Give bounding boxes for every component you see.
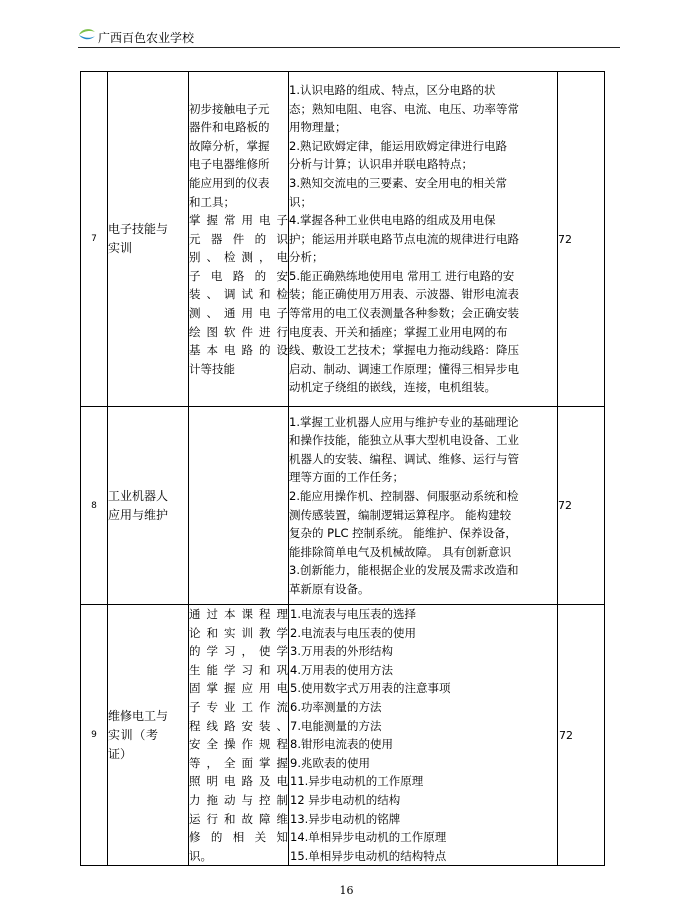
text-line: 复杂的 PLC 控制系统。 能维护、保养设备， [289,526,517,541]
text-line: 实训（考 [108,727,158,742]
course-objective [189,605,289,866]
text-line: 绘图软件进行 [189,324,288,339]
text-line: 固掌握应用电 [189,681,288,696]
text-line: 3.熟知交流电的三要素、安全用电的相关常 [289,175,507,190]
text-line: 分析； [289,250,324,265]
text-line: 分析与计算；认识串并联电路特点； [289,157,473,172]
text-line: 5.使用数字式万用表的注意事项 [290,681,451,696]
text-line: 元器件的识 [189,231,288,246]
text-line: 11.异步电动机的工作原理 [290,774,424,789]
text-line: 别、检测，电 [189,250,288,265]
course-name [108,72,189,407]
course-hours: 72 [558,605,605,866]
course-content [289,605,558,866]
text-line: 基本电路的设 [189,343,288,358]
text-line: 子专业工作流 [189,699,288,714]
text-line: 照明电路及电 [189,774,288,789]
course-objective [189,407,289,605]
table-row [81,72,605,407]
text-line: 程线路安装、 [189,718,288,733]
text-line: 3.万用表的外形结构 [290,644,393,659]
text-line: 4.万用表的使用方法 [290,662,393,677]
text-line: 测、通用电子 [189,306,288,321]
text-line: 修的相关知 [189,830,288,845]
text-line: 安全操作规程 [189,737,288,752]
text-line: 掌握常用电子 [189,213,288,228]
text-line: 计等技能 [189,361,235,376]
text-line: 器件和电路板的 [189,120,270,135]
text-line: 6.功率测量的方法 [290,699,382,714]
text-line: 论和实训教学 [189,625,288,640]
text-line: 电度表、开关和插座；掌握工业用电网的布 [289,324,508,339]
school-logo-icon [78,26,96,44]
text-line: 4.掌握各种工业供电电路的组成及用电保 [289,213,496,228]
text-line: 1.认识电路的组成、特点，区分电路的状 [289,82,496,97]
text-line: 能排除简单电气及机械故障。 具有创新意识 [289,544,512,559]
text-line: 7.电能测量的方法 [290,718,382,733]
table-row [81,407,605,605]
text-line: 2.电流表与电压表的使用 [290,625,416,640]
text-line: 装；能正确使用万用表、示波器、钳形电流表 [289,287,519,302]
text-line: 证） [108,746,133,761]
text-line: 启动、制动、调速工作原理；懂得三相异步电 [289,361,519,376]
text-line: 电子电器维修所 [189,157,270,172]
text-line: 1.电流表与电压表的选择 [290,607,416,621]
text-line: 生能学习和巩 [189,662,288,677]
page-number: 16 [339,884,354,897]
text-line: 线、敷设工艺技术；掌握电力拖动线路：降压 [289,343,519,358]
text-line: 态；熟知电阻、电容、电流、电压、功率等常 [289,101,519,116]
course-table [80,71,605,866]
text-line: 电子技能与 [108,222,169,236]
text-line: 维修电工与 [108,708,169,723]
text-line: 2.能应用操作机、控制器、伺服驱动系统和检 [289,488,519,503]
text-line: 14.单相异步电动机的工作原理 [290,830,447,845]
text-line: 13.异步电动机的铭牌 [290,811,401,826]
text-line: 识； [289,194,312,209]
course-name [108,407,189,605]
school-name: 广西百色农业学校 [98,31,195,45]
row-number: 7 [81,72,108,407]
text-line: 初步接触电子元 [189,101,270,116]
text-line: 力拖动与控制 [189,792,288,807]
text-line: 12 异步电动机的结构 [290,792,401,807]
text-line: 子电路的安 [189,268,288,283]
text-line: 装、调试和检 [189,287,288,302]
text-line: 实训 [108,241,133,255]
text-line: 通过本课程理 [189,607,288,621]
text-line: 和操作技能，能独立从事大型机电设备、工业 [289,433,519,448]
text-line: 应用与维护 [108,507,169,522]
text-line: 3.创新能力，能根据企业的发展及需求改造和 [289,563,519,578]
header-divider [78,47,620,48]
course-objective [189,72,289,407]
text-line: 识。 [189,848,212,863]
course-content [289,407,558,605]
text-line: 和工具； [189,194,235,209]
text-line: 能应用到的仪表 [189,175,270,190]
text-line: 5.能正确熟练地使用电 常用工 进行电路的安 [289,268,515,283]
text-line: 故障分析，掌握 [189,138,270,153]
course-hours: 72 [558,72,605,407]
text-line: 的学习，使学 [189,644,288,659]
text-line: 1.掌握工业机器人应用与维护专业的基础理论 [289,414,519,429]
text-line: 等常用的电工仪表测量各种参数；会正确安装 [289,306,519,321]
text-line: 用物理量； [289,120,347,135]
text-line: 机器人的安装、编程、调试、维修、运行与管 [289,451,519,466]
row-number: 9 [81,605,108,866]
text-line: 15.单相异步电动机的结构特点 [290,848,447,863]
text-line: 8.钳形电流表的使用 [290,737,393,752]
text-line: 理等方面的工作任务； [289,470,404,485]
text-line: 运行和故障维 [189,811,288,826]
text-line: 等，全面掌握 [189,755,288,770]
table-row [81,605,605,866]
text-line: 革新原有设备。 [289,581,370,596]
text-line: 2.熟记欧姆定律，能运用欧姆定律进行电路 [289,138,507,153]
course-content [289,72,558,407]
text-line: 动机定子绕组的嵌线，连接，电机组装。 [289,380,496,395]
text-line: 测传感装置，编制逻辑运算程序。 能构建较 [289,507,512,522]
course-hours: 72 [558,407,605,605]
course-name [108,605,189,866]
text-line: 护；能运用并联电路节点电流的规律进行电路 [289,231,519,246]
text-line: 9.兆欧表的使用 [290,755,370,770]
text-line: 工业机器人 [108,488,169,503]
row-number: 8 [81,407,108,605]
